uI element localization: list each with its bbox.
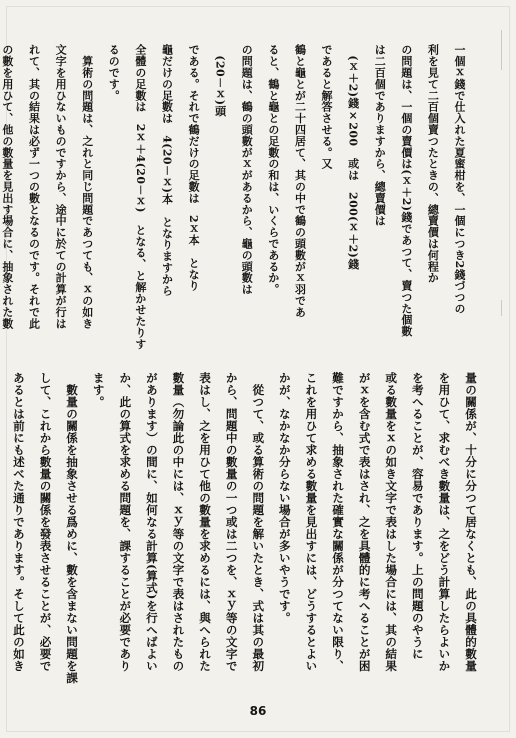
text-block-upper [0,44,472,350]
text-line: の數を用ひて、他の數量を見出す場合に、抽象された數 [0,44,14,329]
text-line: がｘを含む式で表はされ、之を具體的に考へることが困 [357,372,372,672]
text-line: 文字を用ひないものですから、途中に於ての計算が行は [54,44,68,329]
text-block-lower [5,372,484,684]
text-line: 或る數量をｘの如き文字で表はした場合には、其の結果 [384,372,399,672]
text-line: であると解答させる。又 [320,44,334,170]
text-line: を用ひて、求むべき數量は、之をどう計算したらよいか [437,372,452,672]
scan-mark [501,30,502,70]
text-line: から、問題中の數量の一つ或は二つを、ｘｙ等の文字で [224,372,239,672]
text-line: があります）の間に、如何なる計算(算式)を行へばよい [144,372,159,672]
text-line: あるとは前にも述べた通りであります。そして此の如き [11,372,26,672]
text-line: 一個ｘ錢で仕入れた夏蜜柑を、一個につき2錢づつの [453,44,466,315]
scan-mark [501,300,502,316]
text-line: 全體の足數は 2ｘ＋4(20－ｘ) となる、と解かせたりす [133,44,147,350]
text-line: 利を見て二百個賣つたときの、總賣價は何程か [426,44,440,284]
text-line: 從つて、或る算術の問題を解いたとき、式は其の最初 [251,372,266,672]
text-line: れて、其の結果は必ず一つの數となるのです。それで此 [27,44,41,329]
text-line: るのです。 [107,44,121,101]
text-line: ます。 [91,372,106,408]
text-line: である。それで鶴だけの足數は 2ｘ本 となり [187,44,201,292]
text-line: は二百個でありますから、總賣價は [373,44,387,227]
text-line: か、此の算式を求める問題を、課することが必要であり [118,372,133,672]
text-line: 龜だけの足數は 4(20－ｘ)本 となりますから [160,44,174,296]
text-line: ると、鶴と龜との足數の和は、いくらであるか。 [266,44,280,295]
text-line: (20－ｘ)頭 [213,44,227,117]
text-line: の問題は、鶴の頭數がｘがあるから、龜の頭數は [240,44,254,295]
text-line: 數量（勿論此の中には、ｘｙ等の文字で表はされたもの [171,372,186,672]
text-line: を考へることが、容易であります。上の問題のやうに [410,372,425,660]
text-line: 難ですから、抽象された確實な關係が分つてない限り、 [331,372,346,672]
text-line: かが、なかなか分らない場合が多いやうです。 [277,372,292,624]
page-number: 86 [249,704,267,718]
text-line: して、これから數量の關係を發表させることが、必要で [38,372,53,672]
text-line: 算術の問題は、之れと同じ問題であつても、ｘの如き [80,44,94,329]
text-line: 數量の關係を抽象させる爲めに、數を含まない問題を課 [65,372,80,684]
text-line: 量の關係が、十分に分つて居なくとも、此の具體的數量 [464,372,478,672]
text-line: これを用ひて求める數量を見出すには、どうするとよい [304,372,319,672]
text-line: 表はし、之を用ひて他の數量を求めるには、與へられた [198,372,213,672]
text-line: 鶴と龜とが二十四居て、其の中で鶴の頭數がｘ羽であ [293,44,307,318]
text-line: の問題は、一個の賣價は(ｘ＋2)錢であつて、賣つた個數 [399,44,413,337]
text-line: (ｘ＋2)錢×200 或は 200(ｘ＋2)錢 [346,44,360,270]
